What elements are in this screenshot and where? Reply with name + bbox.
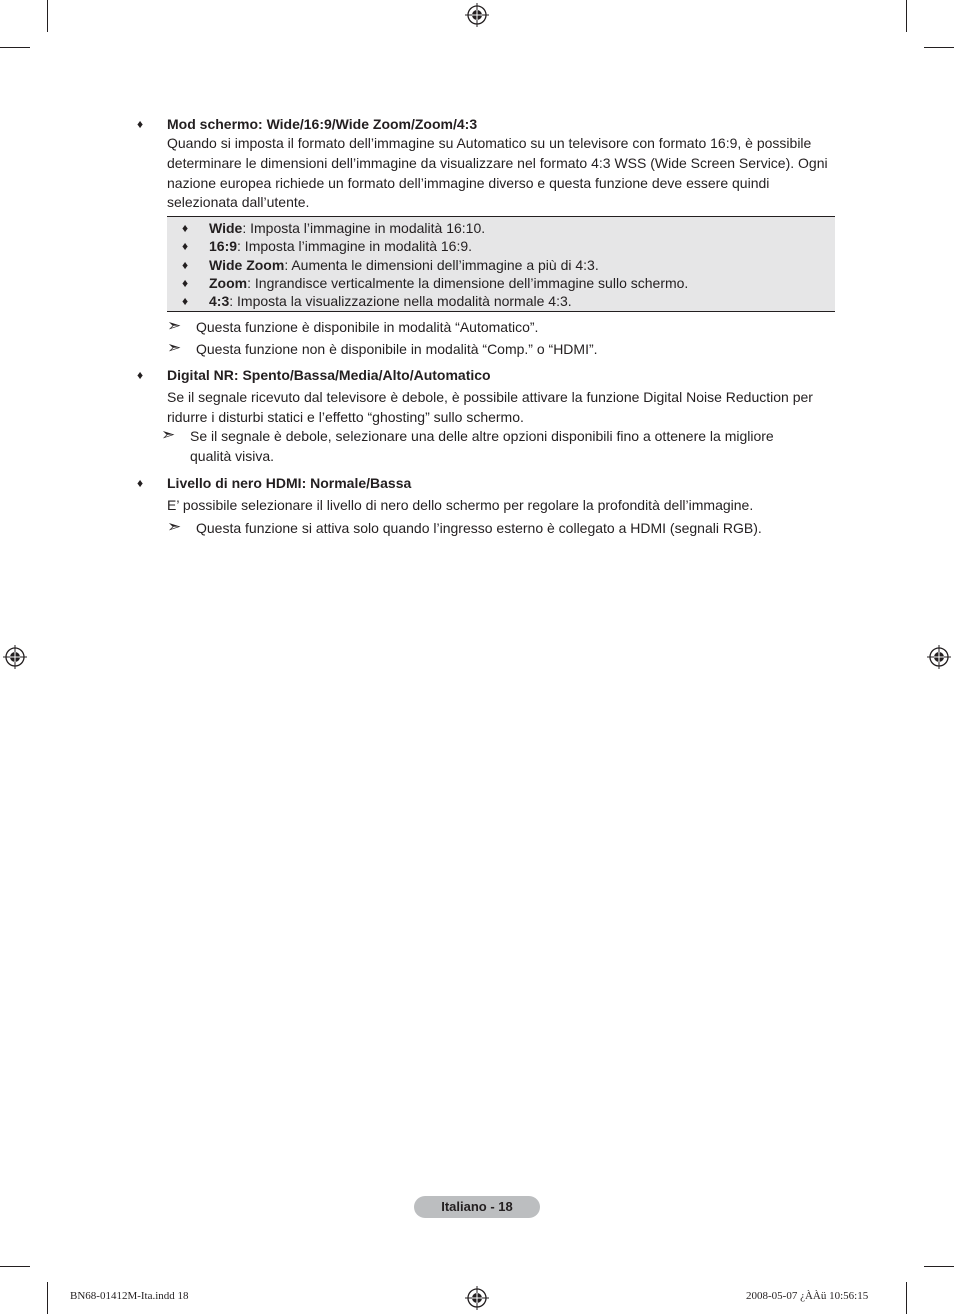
section-body-digital-nr: Se il segnale ricevuto dal televisore è debole, è possibile attivare la funzione Digital Noise Reduction per ridurre i disturbi statici e l’effetto “ghosting” sullo schermo. <box>167 389 813 425</box>
crop-mark <box>47 1282 48 1314</box>
note-arrow-icon: ➣ <box>167 517 182 536</box>
option-desc: : Imposta l’immagine in modalità 16:10. <box>242 220 486 236</box>
crop-mark <box>47 0 48 32</box>
section-heading-mod-schermo: Mod schermo: Wide/16:9/Wide Zoom/Zoom/4:3 <box>167 116 478 132</box>
note-arrow-icon: ➣ <box>161 425 176 444</box>
note-text: Questa funzione non è disponibile in modalità “Comp.” o “HDMI”. <box>196 341 598 357</box>
diamond-bullet-icon: ♦ <box>137 368 144 382</box>
option-desc: : Imposta l’immagine in modalità 16:9. <box>237 238 473 254</box>
section-body-mod-schermo: Quando si imposta il formato dell’immagine su Automatico su un televisore con formato 16:9, è possibile determinare le dimensioni dell’immagine da visualizzare nel formato 4:3 WSS (Wide Screen Service). Ogni nazione europea richiede un formato dell’immagine diverso e questa funzione deve essere quindi selezionata dall’utente. <box>167 135 828 211</box>
diamond-bullet-icon: ♦ <box>182 258 189 272</box>
option-term: Wide Zoom <box>209 257 285 273</box>
option-term: 16:9 <box>209 238 238 254</box>
section-heading-digital-nr: Digital NR: Spento/Bassa/Media/Alto/Automatico <box>167 367 491 383</box>
note-text-continued: qualità visiva. <box>190 448 275 464</box>
diamond-bullet-icon: ♦ <box>182 221 189 235</box>
crop-mark <box>906 1282 907 1314</box>
note-text: Questa funzione si attiva solo quando l’ingresso esterno è collegato a HDMI (segnali RGB). <box>196 520 762 536</box>
option-desc: : Ingrandisce verticalmente la dimensione dell’immagine sullo schermo. <box>247 275 689 291</box>
diamond-bullet-icon: ♦ <box>137 117 144 131</box>
note-arrow-icon: ➣ <box>167 338 182 357</box>
diamond-bullet-icon: ♦ <box>182 294 189 308</box>
crop-mark <box>924 1266 954 1267</box>
option-term: Wide <box>209 220 243 236</box>
page-number-badge: Italiano - 18 <box>414 1196 540 1218</box>
option-term: Zoom <box>209 275 248 291</box>
note-text: Se il segnale è debole, selezionare una delle altre opzioni disponibili fino a ottenere la migliore <box>190 428 774 444</box>
diamond-bullet-icon: ♦ <box>182 276 189 290</box>
option-desc: : Aumenta le dimensioni dell’immagine a più di 4:3. <box>284 257 599 273</box>
registration-mark-icon <box>3 645 27 669</box>
note-text: Questa funzione è disponibile in modalità “Automatico”. <box>196 319 539 335</box>
registration-mark-icon <box>465 3 489 27</box>
crop-mark <box>924 47 954 48</box>
diamond-bullet-icon: ♦ <box>137 476 144 490</box>
option-term: 4:3 <box>209 293 230 309</box>
options-box <box>167 216 835 312</box>
diamond-bullet-icon: ♦ <box>182 239 189 253</box>
crop-mark <box>0 47 30 48</box>
option-desc: : Imposta la visualizzazione nella modalità normale 4:3. <box>229 293 572 309</box>
registration-mark-icon <box>465 1286 489 1310</box>
crop-mark <box>0 1266 30 1267</box>
crop-mark <box>906 0 907 32</box>
timestamp-slug: 2008-05-07 ¿ÀÀü 10:56:15 <box>746 1290 869 1302</box>
registration-mark-icon <box>927 645 951 669</box>
section-heading-livello-nero: Livello di nero HDMI: Normale/Bassa <box>167 475 412 491</box>
file-slug: BN68-01412M-Ita.indd 18 <box>70 1290 189 1302</box>
note-arrow-icon: ➣ <box>167 316 182 335</box>
section-body-livello-nero: E’ possibile selezionare il livello di nero dello schermo per regolare la profondità dell’immagine. <box>167 497 754 513</box>
